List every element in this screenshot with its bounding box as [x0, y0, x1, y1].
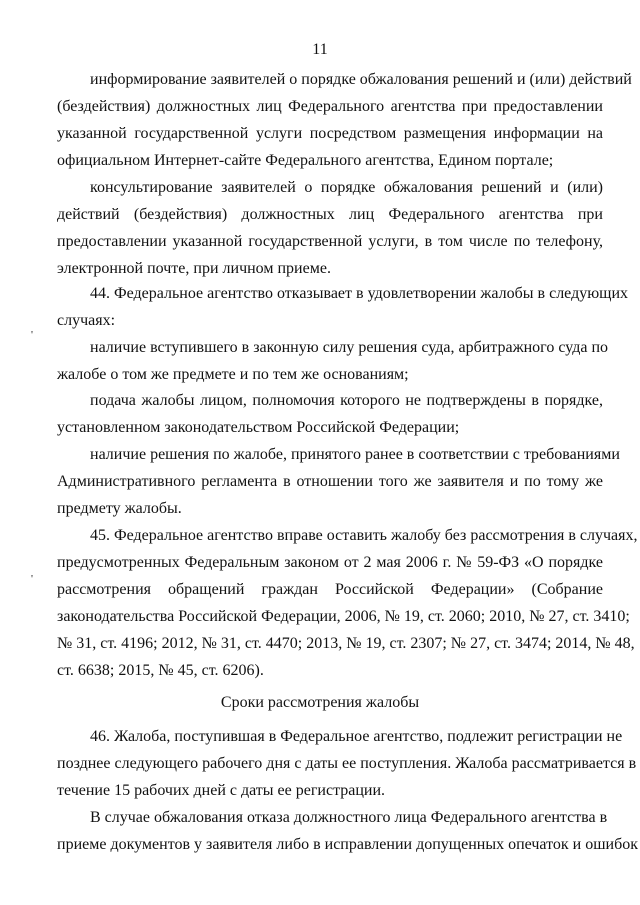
paragraph-line: рассмотрения обращений граждан Российской Федерации» (Собрание	[57, 581, 603, 598]
paragraph-line: предусмотренных Федеральным законом от 2 мая 2006 г. № 59-ФЗ «О порядке	[57, 554, 603, 571]
paragraph-line: информирование заявителей о порядке обжалования решений и (или) действий	[90, 71, 632, 88]
margin-mark: '	[31, 573, 33, 585]
paragraph-line: консультирование заявителей о порядке обжалования решений и (или)	[90, 179, 603, 196]
section-heading: Сроки рассмотрения жалобы	[220, 694, 420, 711]
paragraph-line: предоставлении указанной государственной услуги, в том числе по телефону,	[57, 233, 603, 250]
paragraph-line: случаях:	[57, 312, 116, 329]
paragraph-line: жалобе о том же предмете и по тем же основаниям;	[57, 366, 409, 383]
paragraph-line: указанной государственной услуги посредством размещения информации на	[57, 125, 603, 142]
paragraph-line: № 31, ст. 4196; 2012, № 31, ст. 4470; 2013, № 19, ст. 2307; № 27, ст. 3474; 2014, № 48,	[57, 635, 635, 652]
paragraph-line: В случае обжалования отказа должностного лица Федерального агентства в	[90, 809, 608, 826]
paragraph-line: подача жалобы лицом, полномочия которого не подтверждены в порядке,	[90, 392, 603, 409]
paragraph-line: 45. Федеральное агентство вправе оставить жалобу без рассмотрения в случаях,	[90, 527, 638, 544]
paragraph-line: наличие вступившего в законную силу решения суда, арбитражного суда по	[90, 339, 609, 356]
paragraph-line: электронной почте, при личном приеме.	[57, 260, 331, 277]
paragraph-line: наличие решения по жалобе, принятого ранее в соответствии с требованиями	[90, 446, 620, 463]
page-number: 11	[312, 41, 328, 58]
paragraph-line: установленном законодательством Российской Федерации;	[57, 419, 460, 436]
margin-mark: '	[31, 329, 33, 341]
paragraph-line: приеме документов у заявителя либо в исправлении допущенных опечаток и ошибок	[57, 836, 638, 853]
paragraph-line: официальном Интернет-сайте Федерального агентства, Едином портале;	[57, 152, 554, 169]
paragraph-line: действий (бездействия) должностных лиц Федерального агентства при	[57, 206, 603, 223]
paragraph-line: ст. 6638; 2015, № 45, ст. 6206).	[57, 662, 264, 679]
paragraph-line: позднее следующего рабочего дня с даты ее поступления. Жалоба рассматривается в	[57, 755, 637, 772]
paragraph-line: течение 15 рабочих дней с даты ее регистрации.	[57, 782, 386, 799]
paragraph-line: 46. Жалоба, поступившая в Федеральное агентство, подлежит регистрации не	[90, 728, 623, 745]
paragraph-line: законодательства Российской Федерации, 2006, № 19, ст. 2060; 2010, № 27, ст. 3410;	[57, 608, 630, 625]
paragraph-line: 44. Федеральное агентство отказывает в удовлетворении жалобы в следующих	[90, 285, 629, 302]
paragraph-line: (бездействия) должностных лиц Федерального агентства при предоставлении	[57, 98, 603, 115]
paragraph-line: предмету жалобы.	[57, 500, 182, 517]
paragraph-line: Административного регламента в отношении того же заявителя и по тому же	[57, 473, 603, 490]
